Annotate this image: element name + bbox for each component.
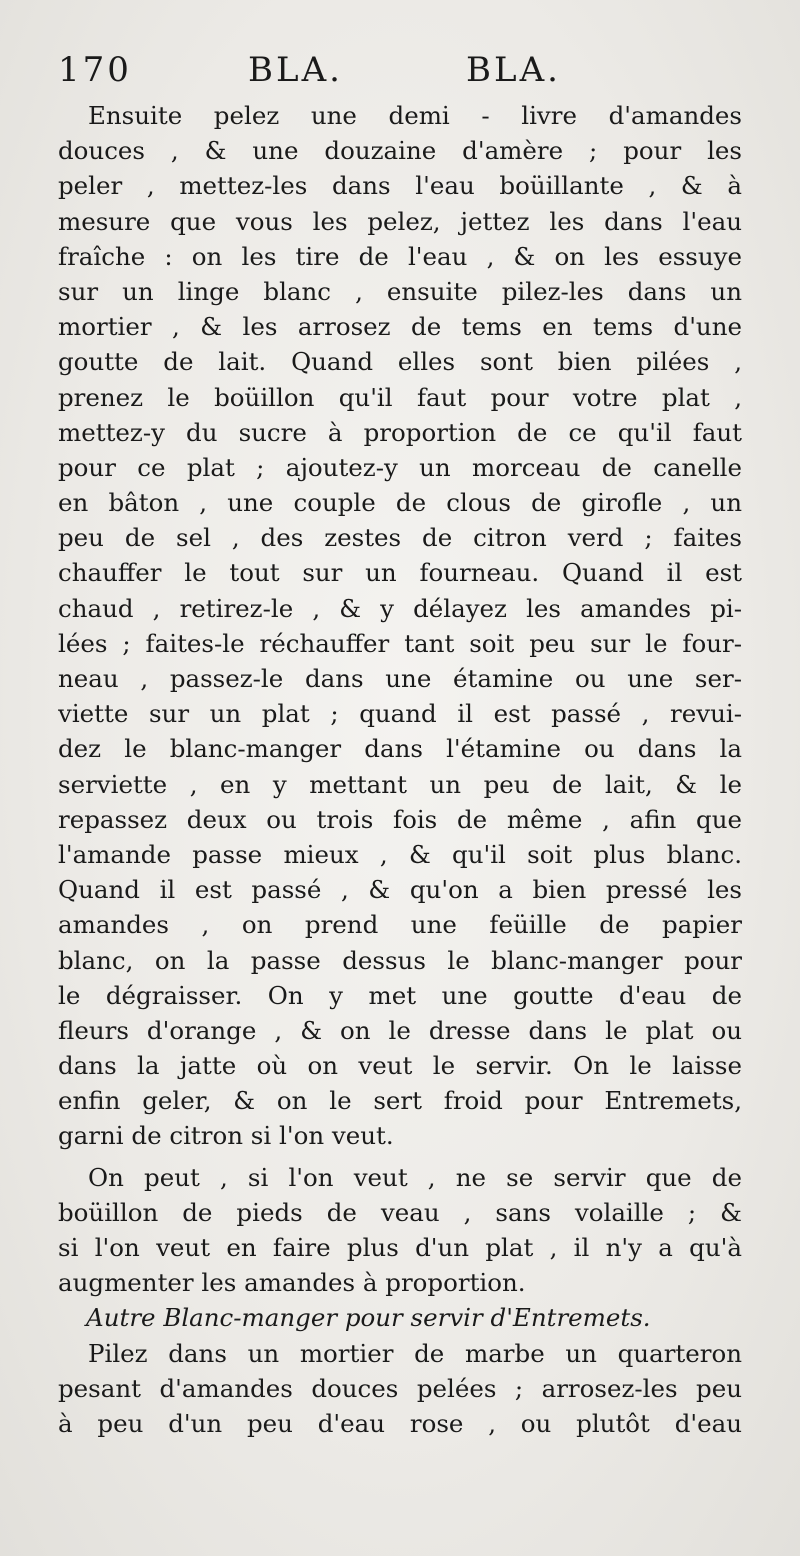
text-line: amandes , on prend une feüille de papier	[58, 910, 742, 940]
text-line: mettez-y du sucre à proportion de ce qu'il faut	[58, 417, 742, 447]
text-line: peu de sel , des zestes de citron verd ; faites	[58, 523, 742, 553]
page-number: 170	[58, 50, 132, 90]
text-line: si l'on veut en faire plus d'un plat , il n'y a qu'à	[58, 1233, 742, 1262]
text-line: chauffer le tout sur un fourneau. Quand il est	[58, 558, 742, 588]
text-line: pour ce plat ; ajoutez-y un morceau de canelle	[58, 452, 742, 482]
text-line: douces , & une douzaine d'amère ; pour les	[58, 136, 742, 166]
text-line: sur un linge blanc , ensuite pilez-les dans un	[58, 276, 742, 306]
text-line: viette sur un plat ; quand il est passé , revui-	[58, 699, 742, 729]
paragraph-1	[58, 98, 742, 1154]
text-line: lées ; faites-le réchauffer tant soit peu sur le four-	[58, 628, 742, 658]
text-line: mesure que vous les pelez, jettez les dans l'eau	[58, 206, 742, 236]
text-line: prenez le boüillon qu'il faut pour votre plat ,	[58, 382, 742, 412]
text-line: goutte de lait. Quand elles sont bien pilées ,	[58, 347, 742, 377]
text-line: l'amande passe mieux , & qu'il soit plus blanc.	[58, 839, 742, 869]
running-head-left: BLA.	[248, 50, 343, 90]
text-line: peler , mettez-les dans l'eau boüillante , & à	[58, 171, 742, 201]
text-line: mortier , & les arrosez de tems en tems d'une	[58, 312, 742, 342]
text-line: Pilez dans un mortier de marbe un quarteron	[88, 1338, 742, 1368]
text-line: garni de citron si l'on veut.	[58, 1121, 394, 1151]
text-line: Quand il est passé , & qu'on a bien pressé les	[58, 875, 742, 905]
text-line: enfin geler, & on le sert froid pour Entremets,	[58, 1086, 742, 1116]
text-line: en bâton , une couple de clous de girofle , un	[58, 488, 742, 518]
section-title: Autre Blanc-manger pour servir d'Entremets.	[86, 1303, 651, 1333]
body-text	[58, 98, 742, 1441]
text-line: dez le blanc-manger dans l'étamine ou dans la	[58, 734, 742, 764]
text-line: blanc, on la passe dessus le blanc-manger pour	[58, 945, 742, 975]
text-line: pesant d'amandes douces pelées ; arrosez-les peu	[58, 1373, 742, 1403]
text-line: chaud , retirez-le , & y délayez les amandes pi-	[58, 593, 742, 623]
text-line: à peu d'un peu d'eau rose , ou plutôt d'eau	[58, 1408, 742, 1438]
text-line: le dégraisser. On y met une goutte d'eau de	[58, 980, 742, 1010]
text-line: Ensuite pelez une demi - livre d'amandes	[88, 101, 742, 130]
text-line: augmenter les amandes à proportion.	[58, 1268, 526, 1298]
text-line: dans la jatte où on veut le servir. On le laisse	[58, 1051, 742, 1081]
paragraph-3	[58, 1336, 742, 1442]
text-line: boüillon de pieds de veau , sans volaille ; &	[58, 1197, 742, 1227]
running-head-right: BLA.	[466, 50, 561, 90]
text-line: repassez deux ou trois fois de même , afin que	[58, 804, 742, 834]
page-header	[58, 50, 758, 98]
text-line: neau , passez-le dans une étamine ou une ser-	[58, 664, 742, 693]
text-line: fleurs d'orange , & on le dresse dans le plat ou	[58, 1015, 742, 1045]
text-line: serviette , en y mettant un peu de lait, & le	[58, 769, 742, 799]
paragraph-2	[58, 1160, 742, 1301]
text-line: On peut , si l'on veut , ne se servir que de	[88, 1162, 742, 1192]
text-line: fraîche : on les tire de l'eau , & on les essuye	[58, 241, 742, 271]
